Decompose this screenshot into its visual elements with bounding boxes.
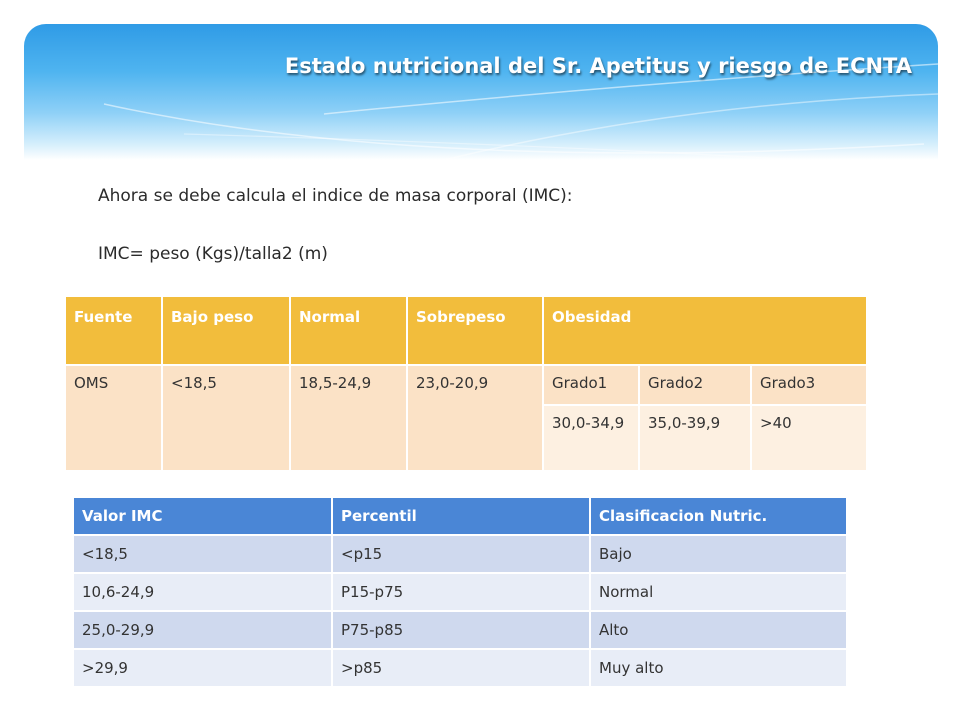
table-cell: >29,9 xyxy=(73,649,332,687)
header-cell: Bajo peso xyxy=(162,296,290,365)
slide-title: Estado nutricional del Sr. Apetitus y riesgo de ECNTA xyxy=(284,54,912,78)
header-cell: Normal xyxy=(290,296,407,365)
percentile-classification-table xyxy=(72,496,848,688)
table-row xyxy=(73,573,847,611)
header-cell: Clasificacion Nutric. xyxy=(590,497,847,535)
table-cell: P75-p85 xyxy=(332,611,590,649)
table-cell: >40 xyxy=(751,405,867,471)
table-row xyxy=(65,365,867,405)
table-cell: 30,0-34,9 xyxy=(543,405,639,471)
table-cell: <18,5 xyxy=(73,535,332,573)
table-cell: 10,6-24,9 xyxy=(73,573,332,611)
table-cell: Grado1 xyxy=(543,365,639,405)
table-row xyxy=(73,611,847,649)
table-cell: 23,0-20,9 xyxy=(407,365,543,471)
oms-imc-table xyxy=(64,295,868,472)
table-cell: Grado3 xyxy=(751,365,867,405)
table-cell: 35,0-39,9 xyxy=(639,405,751,471)
table-cell: Grado2 xyxy=(639,365,751,405)
table-header-row xyxy=(73,497,847,535)
title-banner xyxy=(24,24,938,160)
table-cell: <p15 xyxy=(332,535,590,573)
table-cell: OMS xyxy=(65,365,162,471)
table-cell: Bajo xyxy=(590,535,847,573)
table-cell: >p85 xyxy=(332,649,590,687)
header-cell: Sobrepeso xyxy=(407,296,543,365)
table-cell: Normal xyxy=(590,573,847,611)
header-cell: Percentil xyxy=(332,497,590,535)
table-cell: Muy alto xyxy=(590,649,847,687)
header-cell: Obesidad xyxy=(543,296,867,365)
intro-text: Ahora se debe calcula el indice de masa corporal (IMC): xyxy=(98,186,573,206)
table-cell: 25,0-29,9 xyxy=(73,611,332,649)
header-cell: Fuente xyxy=(65,296,162,365)
formula-text: IMC= peso (Kgs)/talla2 (m) xyxy=(98,244,328,264)
table-cell: P15-p75 xyxy=(332,573,590,611)
banner-decoration xyxy=(24,24,938,160)
header-cell: Valor IMC xyxy=(73,497,332,535)
table-header-row xyxy=(65,296,867,365)
table-row xyxy=(73,535,847,573)
table-cell: <18,5 xyxy=(162,365,290,471)
table-cell: Alto xyxy=(590,611,847,649)
table-cell: 18,5-24,9 xyxy=(290,365,407,471)
table-row xyxy=(73,649,847,687)
